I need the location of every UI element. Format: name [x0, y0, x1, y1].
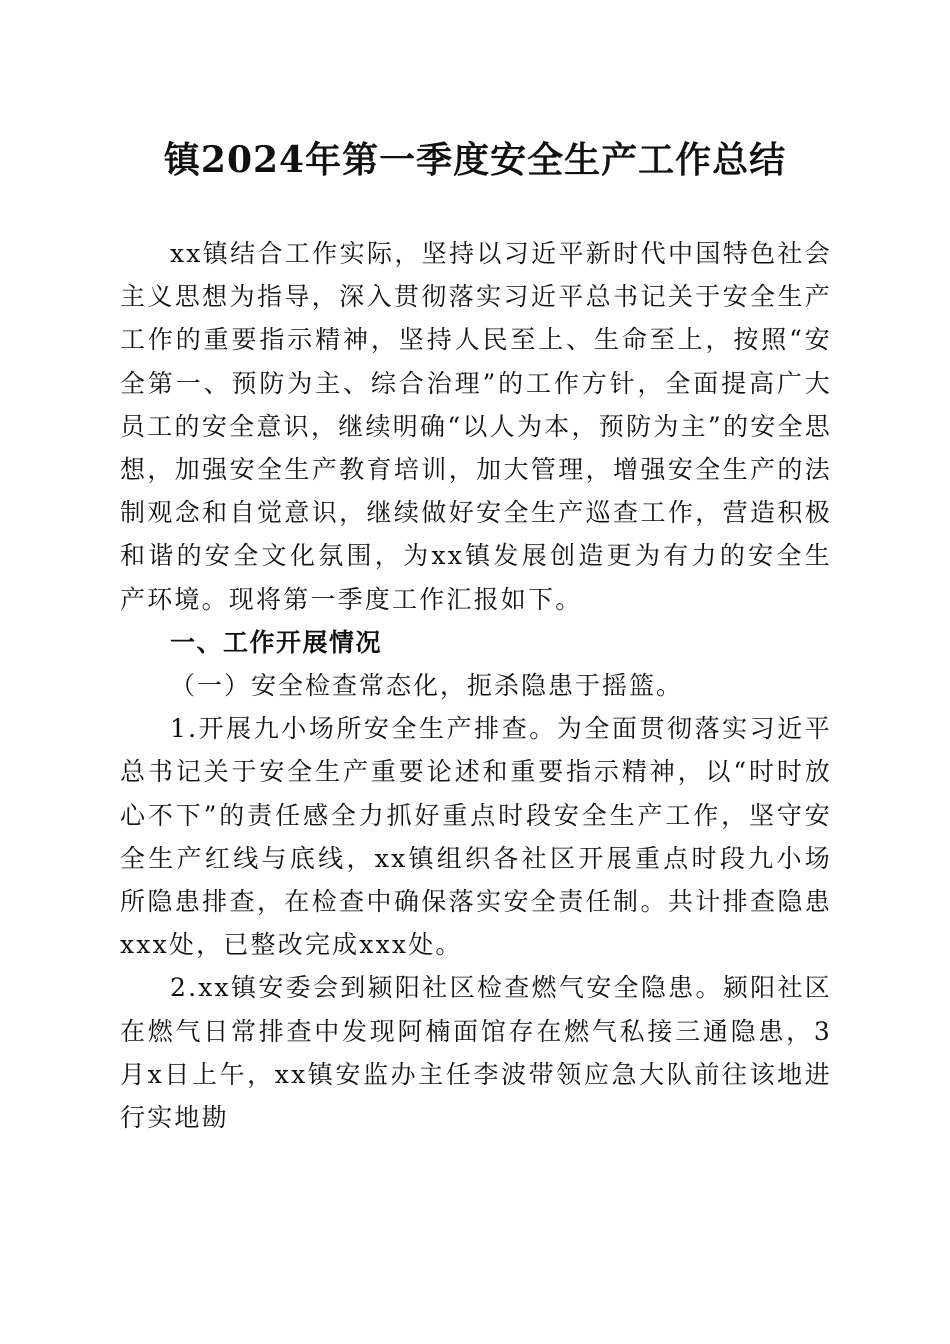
document-body	[120, 232, 832, 1139]
section-heading: 一、工作开展情况	[170, 627, 383, 657]
subsection-heading: （一）安全检查常态化，扼杀隐患于摇篮。	[170, 671, 684, 701]
document-title: 镇2024年第一季度安全生产工作总结	[163, 139, 787, 181]
item-paragraph-2: 2.xx镇安委会到颍阳社区检查燃气安全隐患。颍阳社区在燃气日常排查中发现阿楠面馆存在燃气私接三通隐患，3月x日上午，xx镇安监办主任李波带领应急大队前往该地进行实地勘	[120, 973, 832, 1133]
item-paragraph-1: 1.开展九小场所安全生产排查。为全面贯彻落实习近平总书记关于安全生产重要论述和重要指示精神，以“时时放心不下”的责任感全力抓好重点时段安全生产工作，坚守安全生产红线与底线，xx镇组织各社区开展重点时段九小场所隐患排查，在检查中确保落实安全责任制。共计排查隐患xxx处，已整改完成xxx处。	[120, 714, 832, 960]
intro-paragraph: xx镇结合工作实际，坚持以习近平新时代中国特色社会主义思想为指导，深入贯彻落实习近平总书记关于安全生产工作的重要指示精神，坚持人民至上、生命至上，按照“安全第一、预防为主、综合治理”的工作方针，全面提高广大员工的安全意识，继续明确“以人为本，预防为主”的安全思想，加强安全生产教育培训，加大管理，增强安全生产的法制观念和自觉意识，继续做好安全生产巡查工作，营造积极和谐的安全文化氛围，为xx镇发展创造更为有力的安全生产环境。现将第一季度工作汇报如下。	[120, 239, 832, 614]
